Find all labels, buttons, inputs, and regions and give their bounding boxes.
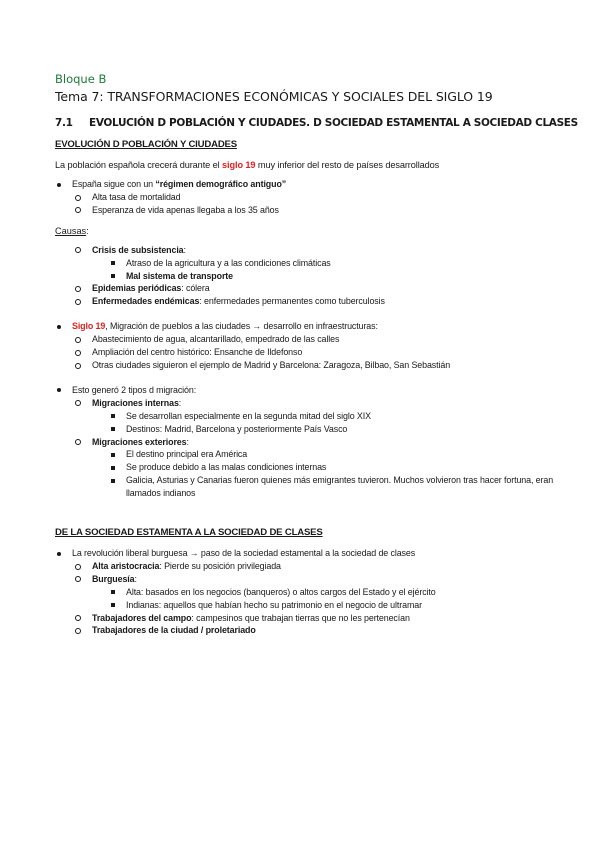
circle-bullet-icon (75, 628, 81, 634)
bullet-icon (57, 325, 61, 329)
list-item: Atraso de la agricultura y a las condiciones climáticas (55, 257, 559, 270)
section-number: 7.1 (55, 117, 73, 129)
circle-bullet-icon (75, 195, 81, 201)
tema-title: Tema 7: TRANSFORMACIONES ECONÓMICAS Y SOCIALES DEL SIGLO 19 (55, 89, 493, 104)
list-item: España sigue con un “régimen demográfico antiguo” (55, 178, 559, 191)
sociedad-list (55, 547, 559, 637)
circle-bullet-icon (75, 350, 81, 356)
list-item: Alta aristocracia: Pierde su posición privilegiada (55, 560, 559, 573)
square-bullet-icon (111, 261, 115, 265)
heading-sociedad: DE LA SOCIEDAD ESTAMENTA A LA SOCIEDAD DE CLASES (55, 527, 323, 539)
list-item: Burguesía: (55, 573, 559, 586)
list-item: Epidemias periódicas: cólera (55, 282, 559, 295)
circle-bullet-icon (75, 439, 81, 445)
list-item: Trabajadores de la ciudad / proletariado (55, 624, 559, 637)
list-item: Siglo 19, Migración de pueblos a las ciudades → desarrollo en infraestructuras: (55, 320, 559, 333)
square-bullet-icon (111, 274, 115, 278)
bullet-icon (57, 183, 61, 187)
circle-bullet-icon (75, 247, 81, 253)
square-bullet-icon (111, 466, 115, 470)
list-item: Abastecimiento de agua, alcantarillado, empedrado de las calles (55, 333, 559, 346)
square-bullet-icon (111, 453, 115, 457)
list-item: Enfermedades endémicas: enfermedades permanentes como tuberculosis (55, 295, 559, 308)
circle-bullet-icon (75, 576, 81, 582)
intro-paragraph: La población española crecerá durante el siglo 19 muy inferior del resto de países desarrollados (55, 160, 440, 170)
circle-bullet-icon (75, 615, 81, 621)
circle-bullet-icon (75, 400, 81, 406)
list-item: Otras ciudades siguieron el ejemplo de Madrid y Barcelona: Zaragoza, Bilbao, San Sebastián (55, 359, 559, 372)
list-item: Destinos: Madrid, Barcelona y posteriormente País Vasco (55, 423, 559, 436)
bullet-icon (57, 552, 61, 556)
square-bullet-icon (111, 603, 115, 607)
bloque-label: Bloque B (55, 72, 107, 86)
highlight-siglo-19: siglo 19 (222, 160, 256, 170)
causas-list (55, 244, 559, 309)
list-item: Se produce debido a las malas condiciones internas (55, 461, 559, 474)
circle-bullet-icon (75, 363, 81, 369)
section-title (55, 116, 578, 130)
list-item: El destino principal era América (55, 448, 559, 461)
list-item: Alta: basados en los negocios (banqueros) o altos cargos del Estado y el ejército (55, 586, 559, 599)
square-bullet-icon (111, 414, 115, 418)
list-item: Alta tasa de mortalidad (55, 191, 559, 204)
square-bullet-icon (111, 427, 115, 431)
causas-label: Causas: (55, 225, 89, 236)
circle-bullet-icon (75, 286, 81, 292)
list-item: Indianas: aquellos que habían hecho su patrimonio en el negocio de ultramar (55, 599, 559, 612)
list-item: Trabajadores del campo: campesinos que trabajan tierras que no les pertenecían (55, 612, 559, 625)
circle-bullet-icon (75, 337, 81, 343)
list-item: Mal sistema de transporte (55, 270, 559, 283)
list-item: Crisis de subsistencia: (55, 244, 559, 257)
regimen-list (55, 178, 559, 217)
bullet-icon (57, 388, 61, 392)
list-item: Migraciones internas: (55, 397, 559, 410)
list-item: Esperanza de vida apenas llegaba a los 35 años (55, 204, 559, 217)
square-bullet-icon (111, 590, 115, 594)
list-item: Migraciones exteriores: (55, 436, 559, 449)
list-item: Esto generó 2 tipos d migración: (55, 384, 559, 397)
circle-bullet-icon (75, 207, 81, 213)
migracion-list (55, 384, 559, 500)
circle-bullet-icon (75, 564, 81, 570)
siglo19-list (55, 320, 559, 372)
list-item: Ampliación del centro histórico: Ensanche de Ildefonso (55, 346, 559, 359)
heading-poblacion: EVOLUCIÓN D POBLACIÓN Y CIUDADES (55, 139, 237, 150)
circle-bullet-icon (75, 299, 81, 305)
section-title-text: EVOLUCIÓN D POBLACIÓN Y CIUDADES. D SOCIEDAD ESTAMENTAL A SOCIEDAD CLASES (89, 117, 578, 129)
square-bullet-icon (111, 479, 115, 483)
list-item: Galicia, Asturias y Canarias fueron quienes más emigrantes tuvieron. Muchos volvieron tras hacer fortuna, eran llamados indianos (55, 474, 559, 500)
list-item: Se desarrollan especialmente en la segunda mitad del siglo XIX (55, 410, 559, 423)
list-item: La revolución liberal burguesa → paso de la sociedad estamental a la sociedad de clases (55, 547, 559, 560)
